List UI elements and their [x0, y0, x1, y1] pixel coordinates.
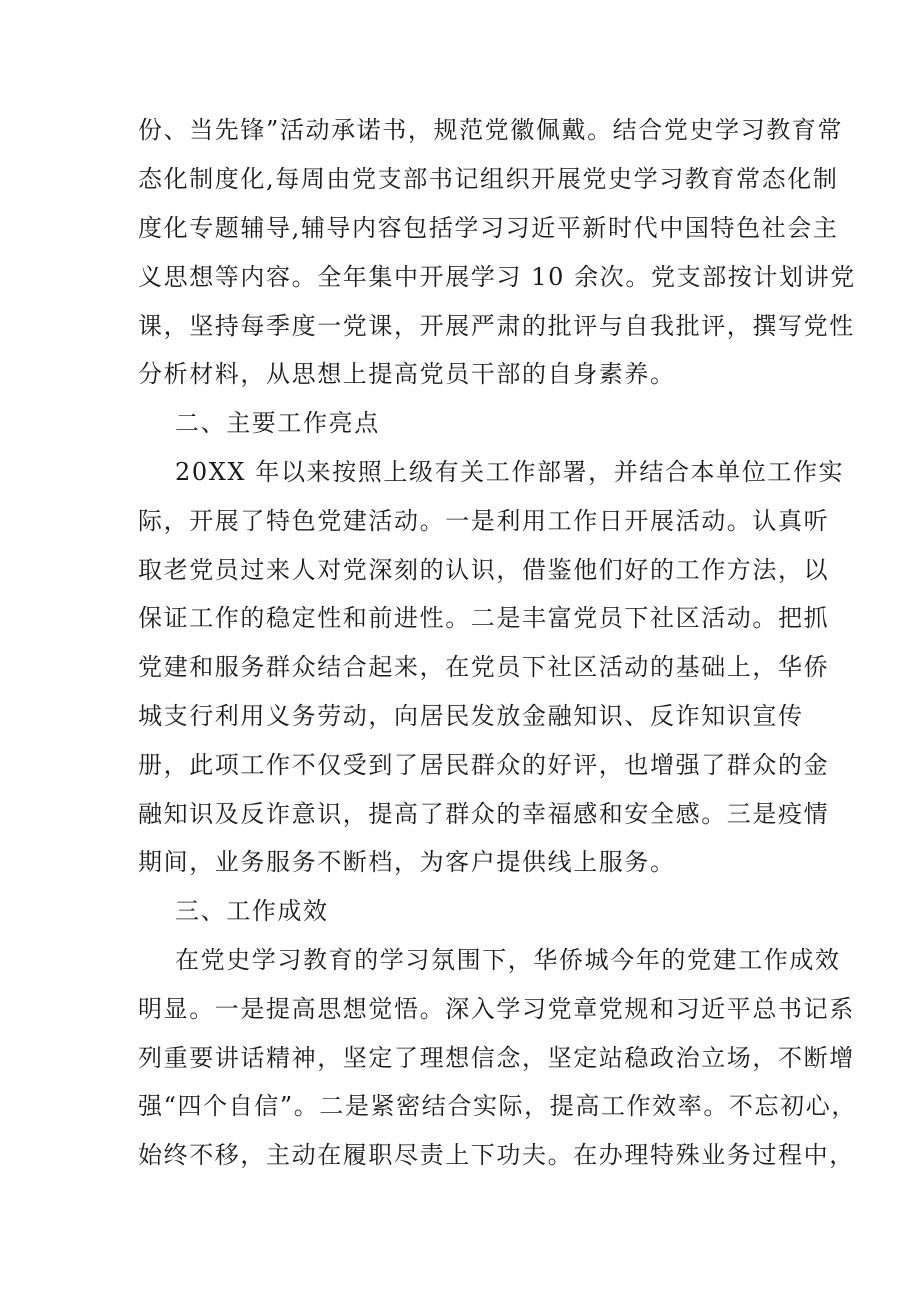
paragraph-1-line: 度化专题辅导,辅导内容包括学习习近平新时代中国特色社会主 [138, 214, 839, 242]
paragraph-2-line: 融知识及反诈意识，提高了群众的幸福感和安全感。三是疫情 [138, 800, 830, 828]
paragraph-2-line: 城支行利用义务劳动，向居民发放金融知识、反诈知识宣传 [138, 702, 804, 730]
section-heading-results: 三、工作成效 [175, 897, 329, 925]
paragraph-2-line: 20XX 年以来按照上级有关工作部署，并结合本单位工作实 [175, 458, 845, 486]
paragraph-3-line: 始终不移，主动在履职尽责上下功夫。在办理特殊业务过程中， [138, 1141, 855, 1169]
paragraph-1-line: 分析材料，从思想上提高党员干部的自身素养。 [138, 360, 676, 388]
paragraph-1-line: 态化制度化,每周由党支部书记组织开展党史学习教育常态化制 [138, 165, 839, 193]
paragraph-2-line: 期间，业务服务不断档，为客户提供线上服务。 [138, 848, 676, 876]
paragraph-2-line: 取老党员过来人对党深刻的认识，借鉴他们好的工作方法，以 [138, 556, 830, 584]
paragraph-2-line: 保证工作的稳定性和前进性。二是丰富党员下社区活动。把抓 [138, 604, 830, 632]
paragraph-2-line: 党建和服务群众结合起来，在党员下社区活动的基础上，华侨 [138, 653, 830, 681]
paragraph-3-line: 列重要讲话精神，坚定了理想信念，坚定站稳政治立场，不断增 [138, 1044, 855, 1072]
paragraph-1-line: 义思想等内容。全年集中开展学习 10 余次。党支部按计划讲党 [138, 263, 856, 291]
paragraph-3-line: 在党史学习教育的学习氛围下，华侨城今年的党建工作成效 [175, 946, 841, 974]
paragraph-3-line: 明显。一是提高思想觉悟。深入学习党章党规和习近平总书记系 [138, 995, 855, 1023]
paragraph-1-line: 份、当先锋”活动承诺书，规范党徽佩戴。结合党史学习教育常 [138, 116, 844, 144]
section-heading-highlights: 二、主要工作亮点 [175, 409, 380, 437]
paragraph-2-line: 册，此项工作不仅受到了居民群众的好评，也增强了群众的金 [138, 751, 830, 779]
paragraph-3-line: 强“四个自信”。二是紧密结合实际，提高工作效率。不忘初心， [138, 1092, 857, 1120]
paragraph-2-line: 际，开展了特色党建活动。一是利用工作日开展活动。认真听 [138, 507, 830, 535]
paragraph-1-line: 课，坚持每季度一党课，开展严肃的批评与自我批评，撰写党性 [138, 312, 855, 340]
